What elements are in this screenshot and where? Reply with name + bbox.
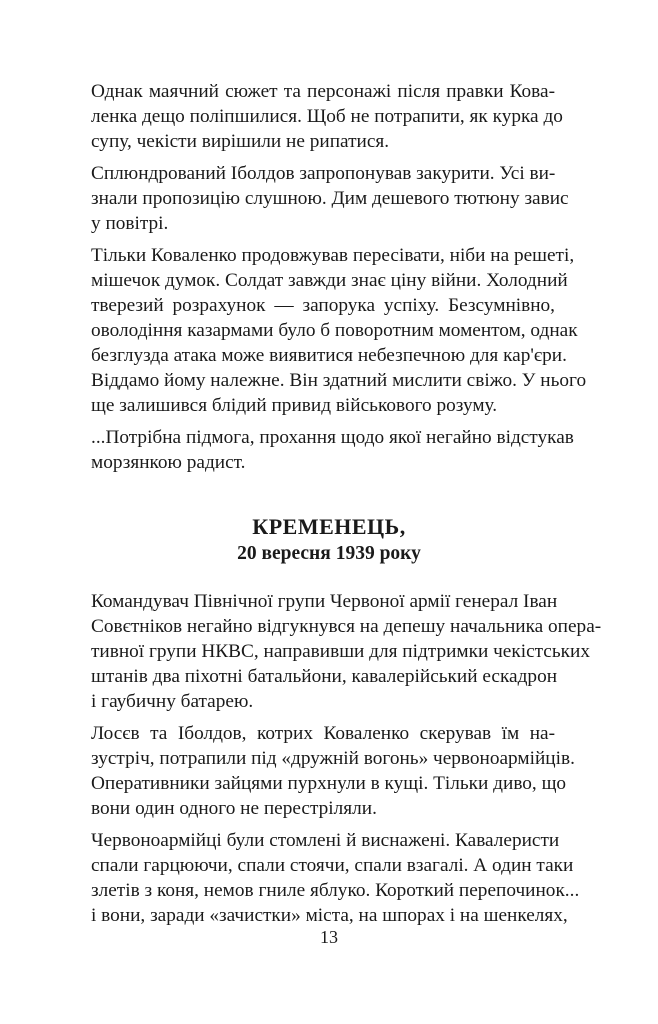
paragraph (91, 589, 602, 714)
paragraph (91, 243, 587, 418)
text-line: і гаубичну батарею. (91, 691, 254, 712)
text-line: морзянкою радист. (91, 452, 246, 473)
text-line: ще залишився блідий привид військового розуму. (91, 395, 498, 416)
text-line: Однак маячний сюжет та персонажі після правки Кова- (91, 81, 555, 102)
text-line: Червоноармійці були стомлені й виснажені. Кавалеристи (91, 830, 560, 851)
text-line: зустріч, потрапили під «дружній вогонь» червоноармійців. (91, 748, 575, 769)
text-line: у повітрі. (91, 213, 169, 234)
text-line: оволодіння казармами було б поворотним моментом, однак (91, 320, 578, 341)
text-line: мішечок думок. Солдат завжди знає ціну війни. Холодний (91, 270, 568, 291)
text-line: Командувач Північної групи Червоної армії генерал Іван (91, 591, 558, 612)
text-line: Совєтніков негайно відгукнувся на депешу начальника опера- (91, 616, 602, 637)
text-line: ленка дещо поліпшилися. Щоб не потрапити, як курка до (91, 106, 563, 127)
page-number: 13 (320, 927, 338, 947)
text-line: тверезий розрахунок — запорука успіху. Безсумнівно, (91, 295, 555, 316)
text-line: супу, чекісти вирішили не рипатися. (91, 131, 390, 152)
paragraph (91, 425, 574, 475)
text-line: Оперативники зайцями пурхнули в кущі. Тільки диво, що (91, 773, 567, 794)
text-line: Сплюндрований Іболдов запропонував закурити. Усі ви- (91, 163, 556, 184)
paragraph (91, 721, 575, 821)
chapter-date: 20 вересня 1939 року (237, 543, 421, 564)
paragraph (91, 828, 580, 928)
paragraph (91, 161, 569, 236)
text-line: злетів з коня, немов гниле яблуко. Короткий перепочинок... (91, 880, 580, 901)
chapter-heading (0, 513, 658, 567)
text-line: спали гарцюючи, спали стоячи, спали взагалі. А один таки (91, 855, 574, 876)
paragraph (91, 79, 563, 154)
text-line: і вони, заради «зачистки» міста, на шпорах і на шенкелях, (91, 905, 568, 926)
bottom-text-block (91, 589, 602, 935)
text-line: Лосєв та Іболдов, котрих Коваленко скерував їм на- (91, 723, 555, 744)
text-line: безглузда атака може виявитися небезпечною для кар'єри. (91, 345, 567, 366)
text-line: штанів два піхотні батальйони, кавалерійський ескадрон (91, 666, 558, 687)
text-line: Віддамо йому належне. Він здатний мислити свіжо. У нього (91, 370, 587, 391)
text-line: знали пропозицію слушною. Дим дешевого тютюну завис (91, 188, 569, 209)
text-line: тивної групи НКВС, направивши для підтримки чекістських (91, 641, 590, 662)
text-line: Тільки Коваленко продовжував пересівати, ніби на решеті, (91, 245, 575, 266)
chapter-title: КРЕМЕНЕЦЬ, (252, 514, 406, 539)
text-line: ...Потрібна підмога, прохання щодо якої негайно відстукав (91, 427, 574, 448)
top-text-block (91, 79, 587, 482)
text-line: вони один одного не перестріляли. (91, 798, 377, 819)
